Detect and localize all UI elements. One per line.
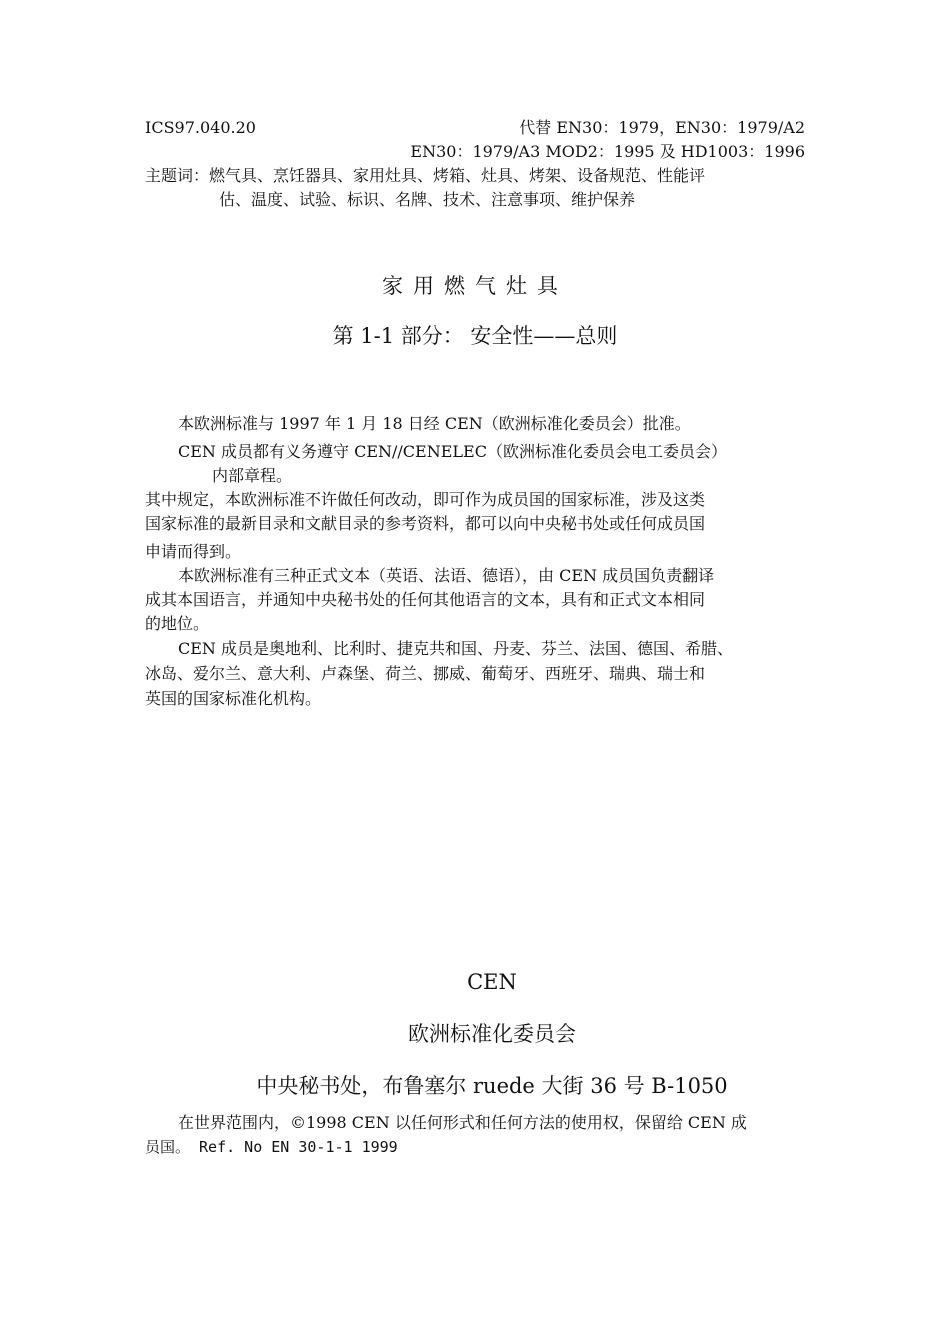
paragraph-approval: 本欧洲标准与 1997 年 1 月 18 日经 CEN（欧洲标准化委员会）批准。 xyxy=(178,414,691,433)
paragraph-members-line-1: CEN 成员是奥地利、比利时、捷克共和国、丹麦、芬兰、法国、德国、希腊、 xyxy=(178,639,734,658)
paragraph-regulation-line-1: 其中规定，本欧洲标准不许做任何改动，即可作为成员国的国家标准，涉及这类 xyxy=(145,490,706,509)
copyright-line-1: 在世界范围内，©1998 CEN 以任何形式和任何方法的使用权，保留给 CEN 成 xyxy=(178,1113,747,1132)
document-title: 家用燃气灶具 xyxy=(382,274,568,298)
keywords-line-2: 估、温度、试验、标识、名牌、技术、注意事项、维护保养 xyxy=(219,190,636,209)
copyright-line-2: 员国。 Ref. No EN 30-1-1 1999 xyxy=(145,1138,398,1156)
paragraph-regulation-line-2: 国家标准的最新目录和文献目录的参考资料，都可以向中央秘书处或任何成员国 xyxy=(145,514,706,533)
keywords-line-1: 主题词：燃气具、烹饪器具、家用灶具、烤箱、灶具、烤架、设备规范、性能评 xyxy=(145,166,706,185)
org-abbreviation: CEN xyxy=(467,970,517,994)
document-subtitle: 第 1-1 部分： 安全性——总则 xyxy=(332,324,618,348)
ics-code: ICS97.040.20 xyxy=(145,118,256,137)
paragraph-regulation-line-3: 申请而得到。 xyxy=(145,542,242,561)
org-full-name: 欧洲标准化委员会 xyxy=(408,1022,576,1046)
org-address: 中央秘书处，布鲁塞尔 ruede 大街 36 号 B-1050 xyxy=(256,1074,728,1098)
replaces-line-1: 代替 EN30：1979，EN30：1979/A2 xyxy=(519,118,805,137)
paragraph-versions-line-2: 成其本国语言，并通知中央秘书处的任何其他语言的文本，具有和正式文本相同 xyxy=(145,590,706,609)
paragraph-obligation-line-2: 内部章程。 xyxy=(212,466,293,485)
paragraph-members-line-2: 冰岛、爱尔兰、意大利、卢森堡、荷兰、挪威、葡萄牙、西班牙、瑞典、瑞士和 xyxy=(145,664,706,683)
paragraph-members-line-3: 英国的国家标准化机构。 xyxy=(145,689,322,708)
paragraph-versions-line-3: 的地位。 xyxy=(145,614,210,633)
paragraph-versions-line-1: 本欧洲标准有三种正式文本（英语、法语、德语），由 CEN 成员国负责翻译 xyxy=(178,566,715,585)
replaces-line-2: EN30：1979/A3 MOD2：1995 及 HD1003：1996 xyxy=(410,142,805,161)
paragraph-obligation-line-1: CEN 成员都有义务遵守 CEN//CENELEC（欧洲标准化委员会电工委员会） xyxy=(178,442,727,461)
